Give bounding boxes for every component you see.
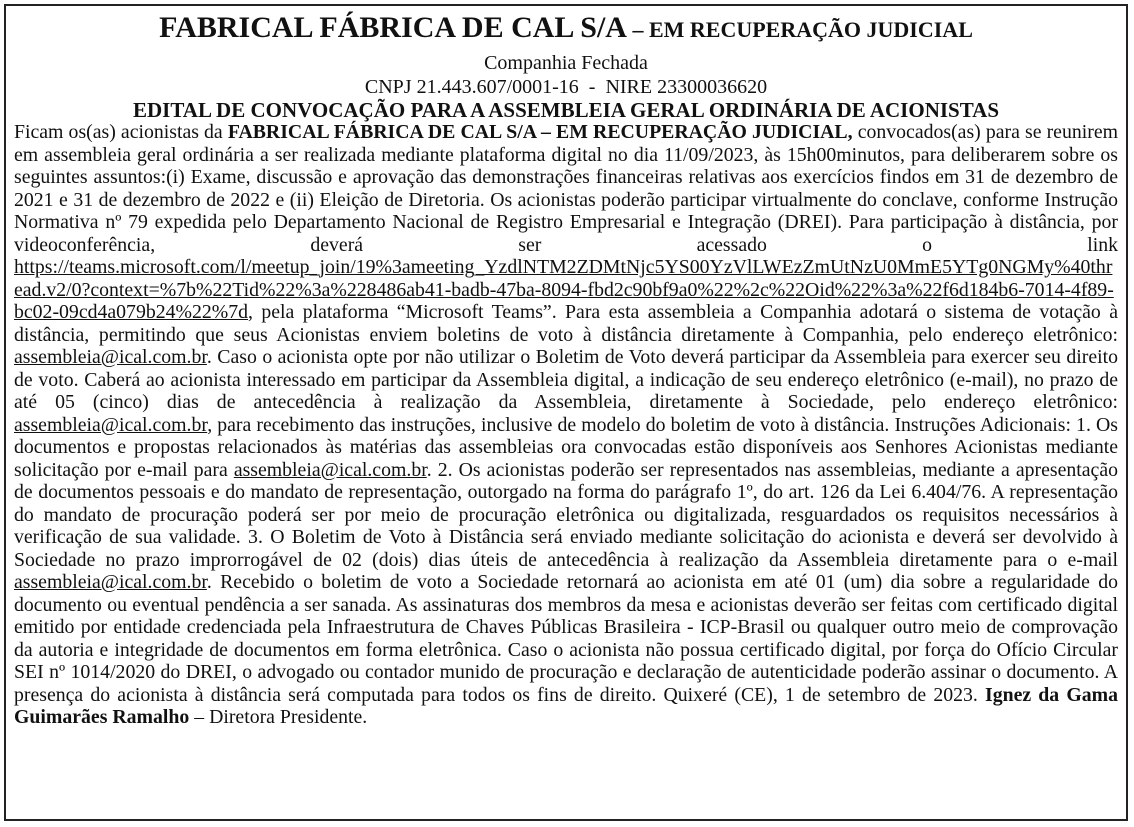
email-link[interactable]: assembleia@ical.com.br: [233, 458, 427, 481]
company-registration: CNPJ 21.443.607/0001-16 - NIRE 23300036620: [364, 76, 768, 98]
company-title: [6, 10, 1126, 51]
company-status: – EM RECUPERAÇÃO JUDICIAL: [626, 17, 973, 42]
body-text-3: , pela plataforma “Microsoft Teams”. Para esta assembleia a Companhia adotará o sistema de votação à distância, permitindo que seus Acionistas enviem boletins de voto à distância diretamente à Companhia, pelo endereço eletrônico:: [14, 301, 1118, 346]
email-link[interactable]: assembleia@ical.com.br: [14, 346, 207, 368]
body-text-6: . 2. Os acionistas poderão ser representados nas assembleias, mediante a apresentação de documentos pessoais e do mandato de representação, outorgado na forma do parágrafo 1º, do art. 126 da Lei 6.404/76. A representação do mandato de procuração poderá ser por meio de procuração eletrônica ou digitalizada, resguardados os requisitos necessários à verificação de sua validade. 3. O Boletim de Voto à Distância será enviado mediante solicitação do acionista e deverá ser devolvido à Sociedade no prazo improrrogável de 02 (dois) dias úteis de antecedência à realização da Assembleia diretamente para o e-mail: [14, 458, 1118, 571]
body-text-4: . Caso o acionista opte por não utilizar o Boletim de Voto deverá participar da Assembleia para exercer seu direito de voto. Caberá ao acionista interessado em participar da Assembleia digital, a indicação de seu endereço eletrônico (e-mail), no prazo de até 05 (cinco) dias de antecedência à realização da Assembleia, diretamente à Sociedade, pelo endereço eletrônico:: [14, 346, 1118, 413]
body-text-1: Ficam os(as) acionistas da: [14, 121, 228, 143]
teams-meeting-link[interactable]: https://teams.microsoft.com/l/meetup_join/19%3ameeting_YzdlNTM2ZDMtNjc5YS00YzVlLWEzZmUtNzU0MmE5YTg0NGMy%40thread.v2/0?context=%7b%22Tid%22%3a%228486ab41-badb-47ba-8094-fbd2c90bf9a0%22%2c%22Oid%22%3a%22f6d184b6-7014-4f89-bc02-09cd4a079b24%22%7d: [14, 256, 1114, 323]
signer-role: – Diretora Presidente.: [189, 706, 368, 728]
signer-name: Ignez da Gama Guimarães Ramalho: [14, 683, 1119, 728]
notice-title: EDITAL DE CONVOCAÇÃO PARA A ASSEMBLEIA GERAL ORDINÁRIA DE ACIONISTAS: [132, 98, 999, 122]
company-name-bold: FABRICAL FÁBRICA DE CAL S/A – EM RECUPERAÇÃO JUDICIAL,: [227, 121, 853, 143]
notice-frame: [4, 4, 1128, 821]
notice-body: [14, 121, 1118, 729]
body-text-2: convocados(as) para se reunirem em assembleia geral ordinária a ser realizada mediante plataforma digital no dia 11/09/2023, às 15h00minutos, para deliberarem sobre os seguintes assuntos:(i) Exame, discussão e aprovação das demonstrações financeiras relativas aos exercícios findos em 31 de dezembro de 2021 e 31 de dezembro de 2022 e (ii) Eleição de Diretoria. Os acionistas poderão participar virtualmente do conclave, conforme Instrução Normativa nº 79 expedida pelo Departamento Nacional de Registro Empresarial e Integração (DREI). Para participação à distância, por videoconferência, deverá ser acessado o link: [14, 121, 1118, 256]
email-link[interactable]: assembleia@ical.com.br: [14, 571, 207, 593]
company-type: Companhia Fechada: [484, 52, 648, 74]
company-name: FABRICAL FÁBRICA DE CAL S/A: [159, 11, 627, 44]
body-text-5: , para recebimento das instruções, inclusive de modelo do boletim de voto à distância. Instruções Adicionais: 1. Os documentos e propostas relacionados às matérias das assembleias ora convocadas estão disponíveis aos Senhores Acionistas mediante solicitação por e-mail para: [14, 413, 1118, 481]
notice-header: [6, 10, 1126, 121]
email-link[interactable]: assembleia@ical.com.br: [14, 413, 208, 436]
body-text-7: . Recebido o boletim de voto a Sociedade retornará ao acionista em até 01 (um) dia sobre a regularidade do documento ou eventual pendência a ser sanada. As assinaturas dos membros da mesa e acionistas deverão ser feitas com certificado digital emitido por entidade credenciada pela Infraestrutura de Chaves Públicas Brasileira - ICP-Brasil ou qualquer outro meio de comprovação da autoria e integridade de documentos em forma eletrônica. Caso o acionista não possua certificado digital, por força do Ofício Circular SEI nº 1014/2020 do DREI, o advogado ou contador munido de procuração e declaração de autenticidade poderão assinar o documento. A presença do acionista à distância será computada para todos os fins de direito. Quixeré (CE), 1 de setembro de 2023.: [14, 571, 1118, 706]
